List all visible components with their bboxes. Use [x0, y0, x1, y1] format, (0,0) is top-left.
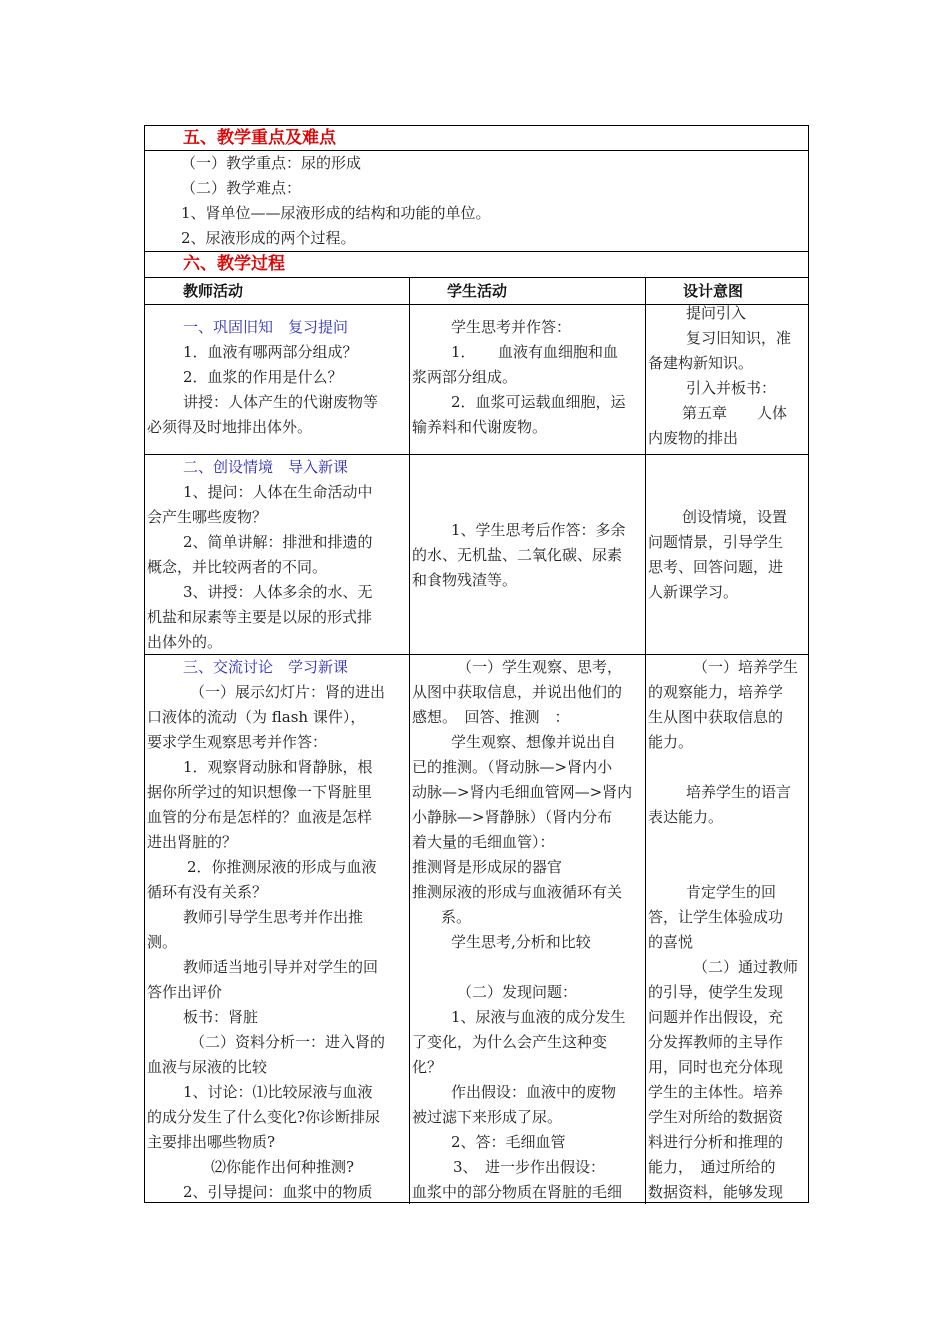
design-text: 生从图中获取信息的 — [648, 708, 784, 726]
design-text: 答，让学生体验成功 — [648, 908, 784, 926]
student-text: 学生思考,分析和比较 — [451, 933, 591, 951]
student-text: 作出假设：血液中的废物 — [451, 1083, 617, 1101]
teacher-text: 讲授：人体产生的代谢废物等 — [183, 393, 379, 411]
student-text: 推测肾是形成尿的器官 — [412, 858, 563, 876]
student-text: 着大量的毛细血管）： — [412, 833, 555, 851]
teacher-text: 2．血浆的作用是什么？ — [183, 368, 343, 386]
design-text: 人新课学习。 — [648, 583, 739, 601]
design-text: 的观察能力，培养学 — [648, 683, 784, 701]
teacher-text: 循环有没有关系？ — [147, 883, 268, 901]
section5-header-row — [145, 126, 808, 151]
design-text: 引入并板书： — [686, 379, 777, 397]
teacher-text: 口液体的流动（为 flash 课件）， — [147, 708, 366, 726]
student-text: 了变化，为什么会产生这种变 — [412, 1033, 608, 1051]
design-text: 提问引入 — [686, 304, 747, 322]
design-text: 备建构新知识。 — [648, 354, 754, 372]
teacher-heading: 三、交流讨论 学习新课 — [183, 658, 349, 676]
table-row — [145, 455, 808, 655]
teacher-text: 1．观察肾动脉和肾静脉，根 — [183, 758, 373, 776]
teacher-text: 血液与尿液的比较 — [147, 1058, 268, 1076]
student-text: 推测尿液的形成与血液循环有关 — [412, 883, 623, 901]
student-text: 学生思考并作答： — [451, 318, 572, 336]
student-text: 和食物残渣等。 — [412, 571, 518, 589]
student-text: 2．血浆可运载血细胞，运 — [451, 393, 626, 411]
student-text: 1． 血液有血细胞和血 — [451, 343, 619, 361]
design-text: 思考、回答问题，进 — [648, 558, 784, 576]
teacher-text: 板书：肾脏 — [183, 1008, 259, 1026]
student-text: 感想。 回答、推测 ： — [412, 708, 570, 726]
difficulty-item-2: 2、尿液形成的两个过程。 — [181, 229, 356, 247]
design-text: 数据资料，能够发现 — [648, 1183, 784, 1201]
design-text: 复习旧知识，准 — [686, 329, 792, 347]
design-text: 料进行分析和推理的 — [648, 1133, 784, 1151]
design-text: 能力， 通过所给的 — [648, 1158, 776, 1176]
design-text: 问题并作出假设，充 — [648, 1008, 784, 1026]
teacher-heading: 二、创设情境 导入新课 — [183, 458, 349, 476]
design-text: 表达能力。 — [648, 808, 724, 826]
teacher-text: 的成分发生了什么变化?你诊断排尿 — [147, 1108, 381, 1126]
section6-title: 六、教学过程 — [183, 254, 285, 274]
student-text: 3、 进一步作出假设： — [453, 1158, 606, 1176]
teacher-text: 1、提问：人体在生命活动中 — [183, 483, 373, 501]
teacher-heading: 一、巩固旧知 复习提问 — [183, 318, 349, 336]
design-text: 问题情景，引导学生 — [648, 533, 784, 551]
teacher-text: 教师引导学生思考并作出推 — [183, 908, 364, 926]
teacher-text: ⑵你能作出何种推测? — [211, 1158, 355, 1176]
teacher-text: 1．血液有哪两部分组成？ — [183, 343, 358, 361]
design-text: 创设情境，设置 — [682, 508, 788, 526]
teacher-text: 1、讨论：⑴比较尿液与血液 — [183, 1083, 373, 1101]
design-text: 培养学生的语言 — [686, 783, 792, 801]
student-text: 化？ — [412, 1058, 443, 1076]
design-text: 的引导，使学生发现 — [648, 983, 784, 1001]
student-text: 的水、无机盐、二氧化碳、尿素 — [412, 546, 623, 564]
design-text: 学生对所给的数据资 — [648, 1108, 784, 1126]
design-text: 第五章 人体 — [682, 404, 788, 422]
design-text: 的喜悦 — [648, 933, 694, 951]
difficulty-item-1: 1、肾单位——尿液形成的结构和功能的单位。 — [181, 204, 491, 222]
design-text: （二）通过教师 — [693, 958, 799, 976]
student-text: 浆两部分组成。 — [412, 368, 518, 386]
table-row — [145, 655, 808, 1204]
student-text: 2、答：毛细血管 — [451, 1133, 566, 1151]
column-header-teacher: 教师活动 — [183, 282, 244, 300]
design-text: （一）培养学生 — [693, 658, 799, 676]
teacher-text: 据你所学过的知识想像一下肾脏里 — [147, 783, 373, 801]
teacher-text: 教师适当地引导并对学生的回 — [183, 958, 379, 976]
difficulty-line: （二）教学难点： — [181, 179, 302, 197]
student-text: 动脉—>肾内毛细血管网—>肾内 — [412, 783, 633, 801]
design-text: 分发挥教师的主导作 — [648, 1033, 784, 1051]
design-text: 能力。 — [648, 733, 694, 751]
section6-header-row — [145, 252, 808, 278]
teacher-text: 必须得及时地排出体外。 — [147, 418, 313, 436]
table-row — [145, 305, 808, 455]
student-text: 1、尿液与血液的成分发生 — [451, 1008, 626, 1026]
teacher-text: 血管的分布是怎样的？血液是怎样 — [147, 808, 373, 826]
student-text: 已的推测。（肾动脉—>肾内小 — [412, 758, 613, 776]
key-point-line: （一）教学重点：尿的形成 — [181, 154, 362, 172]
teacher-text: 2、简单讲解：排泄和排遗的 — [183, 533, 373, 551]
section5-body-row — [145, 151, 808, 252]
student-text: 学生观察、想像并说出自 — [451, 733, 617, 751]
teacher-text: 测。 — [147, 933, 178, 951]
teacher-text: 2、引导提问：血浆中的物质 — [183, 1183, 373, 1201]
teacher-text: 机盐和尿素等主要是以尿的形式排 — [147, 608, 373, 626]
teacher-text: （一）展示幻灯片：肾的进出 — [190, 683, 386, 701]
student-text: 输养料和代谢废物。 — [412, 418, 548, 436]
student-text: 被过滤下来形成了尿。 — [412, 1108, 563, 1126]
teacher-text: （二）资料分析一：进入肾的 — [190, 1033, 386, 1051]
student-text: 系。 — [441, 908, 472, 926]
teacher-text: 2．你推测尿液的形成与血液 — [187, 858, 377, 876]
column-header-student: 学生活动 — [447, 282, 508, 300]
teacher-text: 会产生哪些废物？ — [147, 508, 268, 526]
teacher-text: 要求学生观察思考并作答： — [147, 733, 328, 751]
student-text: 小静脉—>肾静脉）（肾内分布 — [412, 808, 613, 826]
column-header-design: 设计意图 — [683, 282, 744, 300]
teacher-text: 概念，并比较两者的不同。 — [147, 558, 328, 576]
design-text: 内废物的排出 — [648, 429, 739, 447]
student-text: （一）学生观察、思考， — [457, 658, 623, 676]
section5-title: 五、教学重点及难点 — [183, 128, 336, 148]
teacher-text: 进出肾脏的？ — [147, 833, 238, 851]
lesson-plan-table — [144, 125, 809, 1203]
student-text: 1、学生思考后作答：多余 — [451, 521, 626, 539]
teacher-text: 3、讲授：人体多余的水、无 — [183, 583, 373, 601]
student-text: （二）发现问题： — [457, 983, 578, 1001]
design-text: 肯定学生的回 — [686, 883, 777, 901]
teacher-text: 答作出评价 — [147, 983, 223, 1001]
student-text: 从图中获取信息，并说出他们的 — [412, 683, 623, 701]
teacher-text: 主要排出哪些物质? — [147, 1133, 276, 1151]
teacher-text: 出体外的。 — [147, 633, 223, 651]
design-text: 用，同时也充分体现 — [648, 1058, 784, 1076]
design-text: 学生的主体性。培养 — [648, 1083, 784, 1101]
student-text: 血浆中的部分物质在肾脏的毛细 — [412, 1183, 623, 1201]
